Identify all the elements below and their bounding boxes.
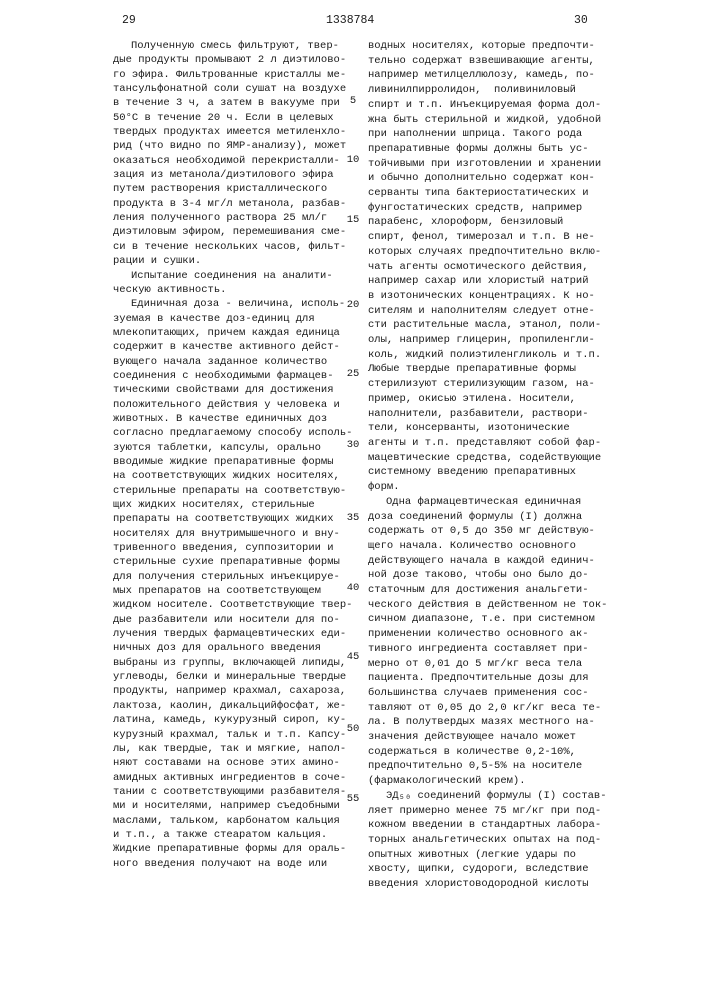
text-line: пример, окисью этилена. Носители, bbox=[368, 392, 613, 407]
text-line: зуемая в качестве доз-единиц для bbox=[113, 312, 353, 326]
text-line: спирт, фенол, тимерозал и т.п. В не- bbox=[368, 230, 613, 245]
margin-line-number: 30 bbox=[343, 439, 363, 451]
text-line: водных носителях, которые предпочти- bbox=[368, 39, 613, 54]
margin-line-number: 20 bbox=[343, 299, 363, 311]
text-line: ЭД₅₀ соединений формулы (I) состав- bbox=[368, 789, 613, 804]
text-line: млекопитающих, причем каждая единица bbox=[113, 326, 353, 340]
text-line: стерильные препараты на соответствую- bbox=[113, 484, 353, 498]
text-line: при наполнении шприца. Такого рода bbox=[368, 127, 613, 142]
text-line: оказаться необходимой перекристалли- bbox=[113, 154, 353, 168]
text-line: углеводы, белки и минеральные твердые bbox=[113, 670, 353, 684]
text-line: стерилизуют стерилизующим газом, на- bbox=[368, 377, 613, 392]
right-column-text bbox=[368, 39, 613, 892]
text-line: значения действующее начало может bbox=[368, 730, 613, 745]
text-line: тивного ингредиента составляет при- bbox=[368, 642, 613, 657]
margin-line-number: 40 bbox=[343, 582, 363, 594]
text-line: согласно предлагаемому способу исполь- bbox=[113, 426, 353, 440]
text-line: и обычно дополнительно содержат кон- bbox=[368, 171, 613, 186]
text-line: серванты типа бактериостатических и bbox=[368, 186, 613, 201]
text-line: тическими свойствами для достижения bbox=[113, 383, 353, 397]
text-line: тании с соответствующими разбавителя- bbox=[113, 785, 353, 799]
text-line: сителям и наполнителям следует отне- bbox=[368, 304, 613, 319]
text-line: ляет примерно менее 75 мг/кг при под- bbox=[368, 804, 613, 819]
margin-line-number: 5 bbox=[343, 95, 363, 107]
text-line: чать агенты осмотического действия, bbox=[368, 260, 613, 275]
text-line: продукта в 3-4 мг/л метанола, разбав- bbox=[113, 197, 353, 211]
text-line: препараты на соответствующих жидких bbox=[113, 512, 353, 526]
text-line: ческого действия в действенном не ток- bbox=[368, 598, 613, 613]
text-line: например метилцеллюлозу, камедь, по- bbox=[368, 68, 613, 83]
text-line: Жидкие препаративные формы для ораль- bbox=[113, 842, 353, 856]
text-line: агенты и т.п. представляют собой фар- bbox=[368, 436, 613, 451]
text-line: лы, как твердые, так и мягкие, напол- bbox=[113, 742, 353, 756]
text-line: вующего начала заданное количество bbox=[113, 355, 353, 369]
text-line: введения хлористоводородной кислоты bbox=[368, 877, 613, 892]
page-number-left: 29 bbox=[122, 14, 136, 27]
text-line: дые разбавители или носители для по- bbox=[113, 613, 353, 627]
text-line: Испытание соединения на аналити- bbox=[113, 269, 353, 283]
text-line: положительного действия у человека и bbox=[113, 398, 353, 412]
text-line: ливинилпирролидон, поливиниловый bbox=[368, 83, 613, 98]
text-line: щих жидких носителях, стерильные bbox=[113, 498, 353, 512]
text-line: тансульфонатной соли сушат на воздухе bbox=[113, 82, 353, 96]
text-line: Одна фармацевтическая единичная bbox=[368, 495, 613, 510]
text-line: животных. В качестве единичных доз bbox=[113, 412, 353, 426]
text-line: мерно от 0,01 до 5 мг/кг веса тела bbox=[368, 657, 613, 672]
text-line: опытных животных (легкие удары по bbox=[368, 848, 613, 863]
text-line: курузный крахмал, тальк и т.п. Капсу- bbox=[113, 728, 353, 742]
text-line: зация из метанола/диэтилового эфира bbox=[113, 168, 353, 182]
text-line: парабенс, хлороформ, бензиловый bbox=[368, 215, 613, 230]
text-line: ла. В полутвердых мазях местного на- bbox=[368, 715, 613, 730]
text-line: си в течение нескольких часов, фильт- bbox=[113, 240, 353, 254]
text-line: олы, например глицерин, пропиленгли- bbox=[368, 333, 613, 348]
text-line: в изотонических концентрациях. К но- bbox=[368, 289, 613, 304]
text-line: кожном введении в стандартных лабора- bbox=[368, 818, 613, 833]
text-line: амидных активных ингредиентов в соче- bbox=[113, 771, 353, 785]
text-line: щего начала. Количество основного bbox=[368, 539, 613, 554]
text-line: лучения твердых фармацевтических еди- bbox=[113, 627, 353, 641]
text-line: применении количество основного ак- bbox=[368, 627, 613, 642]
text-line: торных анальгетических опытах на под- bbox=[368, 833, 613, 848]
text-line: жна быть стерильной и жидкой, удобной bbox=[368, 113, 613, 128]
text-line: статочным для достижения анальгети- bbox=[368, 583, 613, 598]
text-line: например сахар или хлористый натрий bbox=[368, 274, 613, 289]
text-line: продукты, например крахмал, сахароза, bbox=[113, 684, 353, 698]
text-line: Любые твердые препаративные формы bbox=[368, 362, 613, 377]
text-line: доза соединений формулы (I) должна bbox=[368, 510, 613, 525]
text-line: твердых продуктах имеется метиленхло- bbox=[113, 125, 353, 139]
text-line: для получения стерильных инъекцируе- bbox=[113, 570, 353, 584]
text-line: Полученную смесь фильтруют, твер- bbox=[113, 39, 353, 53]
text-line: пациента. Предпочтительные дозы для bbox=[368, 671, 613, 686]
text-line: фунгостатических средств, например bbox=[368, 201, 613, 216]
text-line: хвосту, щипки, судороги, вследствие bbox=[368, 862, 613, 877]
text-line: форм. bbox=[368, 480, 613, 495]
text-line: (фармакологический крем). bbox=[368, 774, 613, 789]
page-number-right: 30 bbox=[574, 14, 588, 27]
text-line: носителях для внутримышечного и вну- bbox=[113, 527, 353, 541]
text-line: стерильные сухие препаративные формы bbox=[113, 555, 353, 569]
text-line: зуются таблетки, капсулы, орально bbox=[113, 441, 353, 455]
text-line: спирт и т.п. Инъекцируемая форма дол- bbox=[368, 98, 613, 113]
text-line: ми и носителями, например съедобными bbox=[113, 799, 353, 813]
left-column-text bbox=[113, 39, 353, 871]
text-line: сти растительные масла, этанол, поли- bbox=[368, 318, 613, 333]
text-line: тойчивыми при изготовлении и хранении bbox=[368, 157, 613, 172]
text-line: го эфира. Фильтрованные кристаллы ме- bbox=[113, 68, 353, 82]
text-line: содержаться в количестве 0,2-10%, bbox=[368, 745, 613, 760]
text-line: рации и сушки. bbox=[113, 254, 353, 268]
text-line: лактоза, каолин, дикальцийфосфат, же- bbox=[113, 699, 353, 713]
margin-line-number: 15 bbox=[343, 214, 363, 226]
text-line: соединения с необходимыми фармацев- bbox=[113, 369, 353, 383]
text-line: наполнители, разбавители, раствори- bbox=[368, 407, 613, 422]
text-line: большинства случаев применения сос- bbox=[368, 686, 613, 701]
patent-number: 1338784 bbox=[326, 14, 374, 27]
text-line: предпочтительно 0,5-5% на носителе bbox=[368, 759, 613, 774]
text-line: препаративные формы должны быть ус- bbox=[368, 142, 613, 157]
text-line: в течение 3 ч, а затем в вакууме при bbox=[113, 96, 353, 110]
text-line: выбраны из группы, включающей липиды, bbox=[113, 656, 353, 670]
text-line: ничных доз для орального введения bbox=[113, 641, 353, 655]
margin-line-number: 35 bbox=[343, 512, 363, 524]
text-line: диэтиловым эфиром, перемешивания сме- bbox=[113, 225, 353, 239]
text-line: действующего начала в каждой единич- bbox=[368, 554, 613, 569]
text-line: ления полученного раствора 25 мл/г bbox=[113, 211, 353, 225]
margin-line-number: 50 bbox=[343, 723, 363, 735]
text-line: рид (что видно по ЯМР-анализу), может bbox=[113, 139, 353, 153]
text-line: коль, жидкий полиэтиленгликоль и т.п. bbox=[368, 348, 613, 363]
text-line: сичном диапазоне, т.е. при системном bbox=[368, 612, 613, 627]
margin-line-number: 10 bbox=[343, 154, 363, 166]
text-line: маслами, тальком, карбонатом кальция bbox=[113, 814, 353, 828]
text-line: 50°С в течение 20 ч. Если в целевых bbox=[113, 111, 353, 125]
text-line: жидком носителе. Соответствующие твер- bbox=[113, 598, 353, 612]
text-line: няют составами на основе этих амино- bbox=[113, 756, 353, 770]
text-line: латина, камедь, кукурузный сироп, ку- bbox=[113, 713, 353, 727]
text-line: содержит в качестве активного дейст- bbox=[113, 340, 353, 354]
text-line: путем растворения кристаллического bbox=[113, 182, 353, 196]
text-line: которых случаях предпочтительно вклю- bbox=[368, 245, 613, 260]
text-line: вводимые жидкие препаративные формы bbox=[113, 455, 353, 469]
text-line: тели, консерванты, изотонические bbox=[368, 421, 613, 436]
margin-line-number: 55 bbox=[343, 793, 363, 805]
text-line: мацевтические средства, содействующие bbox=[368, 451, 613, 466]
text-line: тельно содержат взвешивающие агенты, bbox=[368, 54, 613, 69]
margin-line-number: 25 bbox=[343, 368, 363, 380]
text-line: Единичная доза - величина, исполь- bbox=[113, 297, 353, 311]
text-line: ческую активность. bbox=[113, 283, 353, 297]
text-line: мых препаратов на соответствующем bbox=[113, 584, 353, 598]
text-line: тавляют от 0,05 до 2,0 кг/кг веса те- bbox=[368, 701, 613, 716]
text-line: дые продукты промывают 2 л диэтилово- bbox=[113, 53, 353, 67]
margin-line-number: 45 bbox=[343, 651, 363, 663]
text-line: ной дозе таково, чтобы оно было до- bbox=[368, 568, 613, 583]
text-line: системному введению препаративных bbox=[368, 465, 613, 480]
text-line: и т.п., а также стеаратом кальция. bbox=[113, 828, 353, 842]
text-line: содержать от 0,5 до 350 мг действую- bbox=[368, 524, 613, 539]
text-line: тривенного введения, суппозитории и bbox=[113, 541, 353, 555]
text-line: на соответствующих жидких носителях, bbox=[113, 469, 353, 483]
text-line: ного введения получают на воде или bbox=[113, 857, 353, 871]
